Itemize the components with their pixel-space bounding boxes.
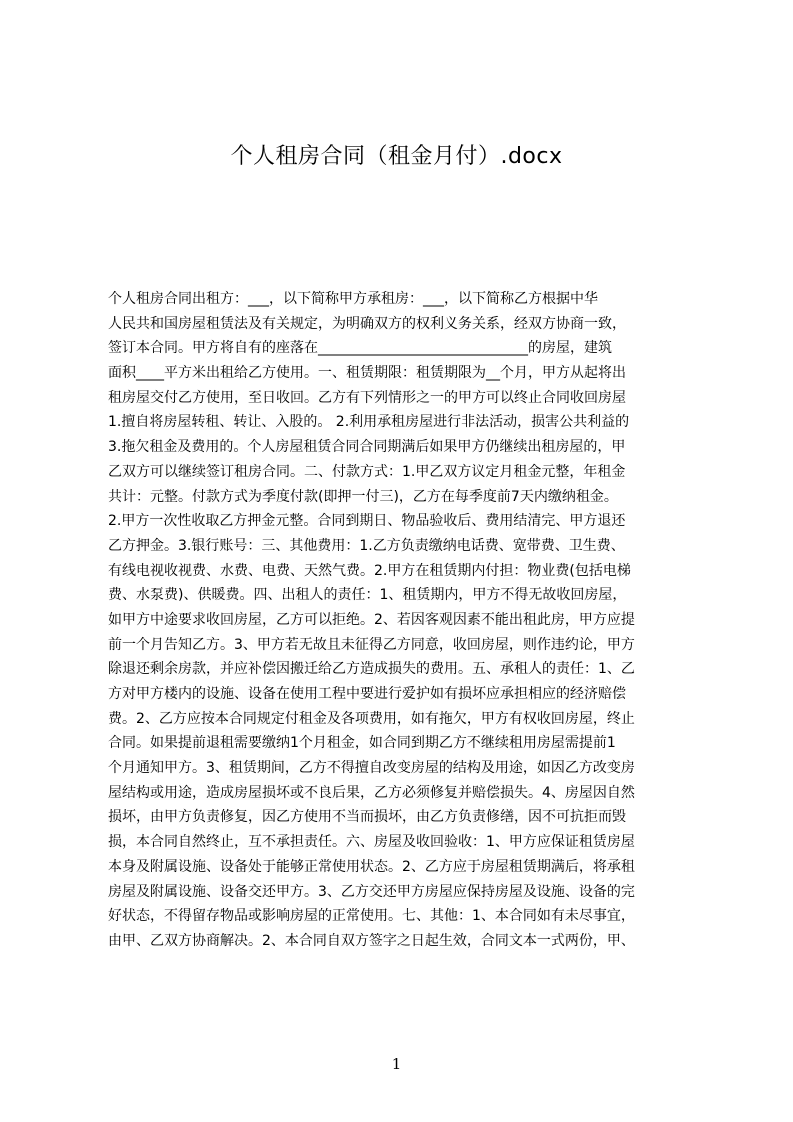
body-line: 2.甲方一次性收取乙方押金元整。合同到期日、物品验收后、费用结清完、甲方退还 [108, 513, 626, 530]
body-line: 个人租房合同出租方：___，以下简称甲方承租房：___，以下简称乙方根据中华 [108, 291, 598, 307]
body-line: 除退还剩余房款，并应补偿因搬迁给乙方造成损失的费用。五、承租人的责任：1、乙 [108, 661, 635, 678]
body-line: 损坏，由甲方负责修复，因乙方使用不当而损坏，由乙方负责修缮，因不可抗拒而毁 [108, 809, 626, 826]
body-line: 3.拖欠租金及费用的。个人房屋租赁合同合同期满后如果甲方仍继续出租房屋的，甲 [108, 439, 626, 456]
body-line: 前一个月告知乙方。3、甲方若无故且未征得乙方同意，收回房屋，则作违约论，甲方 [108, 636, 635, 653]
body-line: 方对甲方楼内的设施、设备在使用工程中要进行爱护如有损坏应承担相应的经济赔偿 [108, 686, 626, 702]
contract-body [108, 287, 698, 954]
body-line: 个月通知甲方。3、租赁期间，乙方不得擅自改变房屋的结构及用途，如因乙方改变房 [108, 760, 635, 777]
page-number: 1 [391, 1055, 402, 1073]
body-line: 签订本合同。甲方将自有的座落在______________________________的房屋，建筑 [108, 340, 612, 357]
body-line: 1.擅自将房屋转租、转让、入股的。 2.利用承租房屋进行非法活动，损害公共利益的 [108, 414, 630, 431]
body-line: 房屋及附属设施、设备交还甲方。3、乙方交还甲方房屋应保持房屋及设施、设备的完 [108, 883, 635, 900]
body-line: 人民共和国房屋租赁法及有关规定，为明确双方的权利义务关系，经双方协商一致， [108, 315, 626, 332]
body-line: 乙双方可以继续签订租房合同。二、付款方式：1.甲乙双方议定月租金元整，年租金 [108, 463, 626, 480]
body-line: 由甲、乙双方协商解决。2、本合同自双方签字之日起生效，合同文本一式两份，甲、 [108, 932, 635, 949]
body-line: 合同。如果提前退租需要缴纳1个月租金，如合同到期乙方不继续租用房屋需提前1 [108, 735, 616, 752]
body-line: 费。2、乙方应按本合同规定付租金及各项费用，如有拖欠，甲方有权收回房屋，终止 [108, 710, 635, 727]
body-line: 乙方押金。3.银行账号：三、其他费用：1.乙方负责缴纳电话费、宽带费、卫生费、 [108, 537, 625, 554]
body-line: 有线电视收视费、水费、电费、天然气费。2.甲方在租赁期内付担：物业费(包括电梯 [108, 562, 631, 579]
body-line: 本身及附属设施、设备处于能够正常使用状态。2、乙方应于房屋租赁期满后，将承租 [108, 858, 635, 875]
body-line: 面积____平方米出租给乙方使用。一、租赁期限：租赁期限为__个月，甲方从起将出 [108, 365, 626, 382]
body-line: 费、水泵费)、供暖费。四、出租人的责任：1、租赁期内，甲方不得无故收回房屋， [108, 587, 627, 604]
body-line: 租房屋交付乙方使用，至日收回。乙方有下列情形之一的甲方可以终止合同收回房屋 [108, 389, 626, 406]
body-line: 如甲方中途要求收回房屋，乙方可以拒绝。2、若因客观因素不能出租此房，甲方应提 [108, 611, 635, 628]
body-line: 好状态，不得留存物品或影响房屋的正常使用。七、其他：1、本合同如有未尽事宜， [108, 908, 635, 925]
document-title: 个人租房合同（租金月付）.docx [230, 144, 563, 169]
body-line: 共计：元整。付款方式为季度付款(即押一付三)，乙方在每季度前7天内缴纳租金。 [108, 488, 618, 505]
body-line: 损，本合同自然终止，互不承担责任。六、房屋及收回验收：1、甲方应保证租赁房屋 [108, 834, 635, 851]
body-line: 屋结构或用途，造成房屋损坏或不良后果，乙方必须修复并赔偿损失。4、房屋因自然 [108, 784, 635, 801]
